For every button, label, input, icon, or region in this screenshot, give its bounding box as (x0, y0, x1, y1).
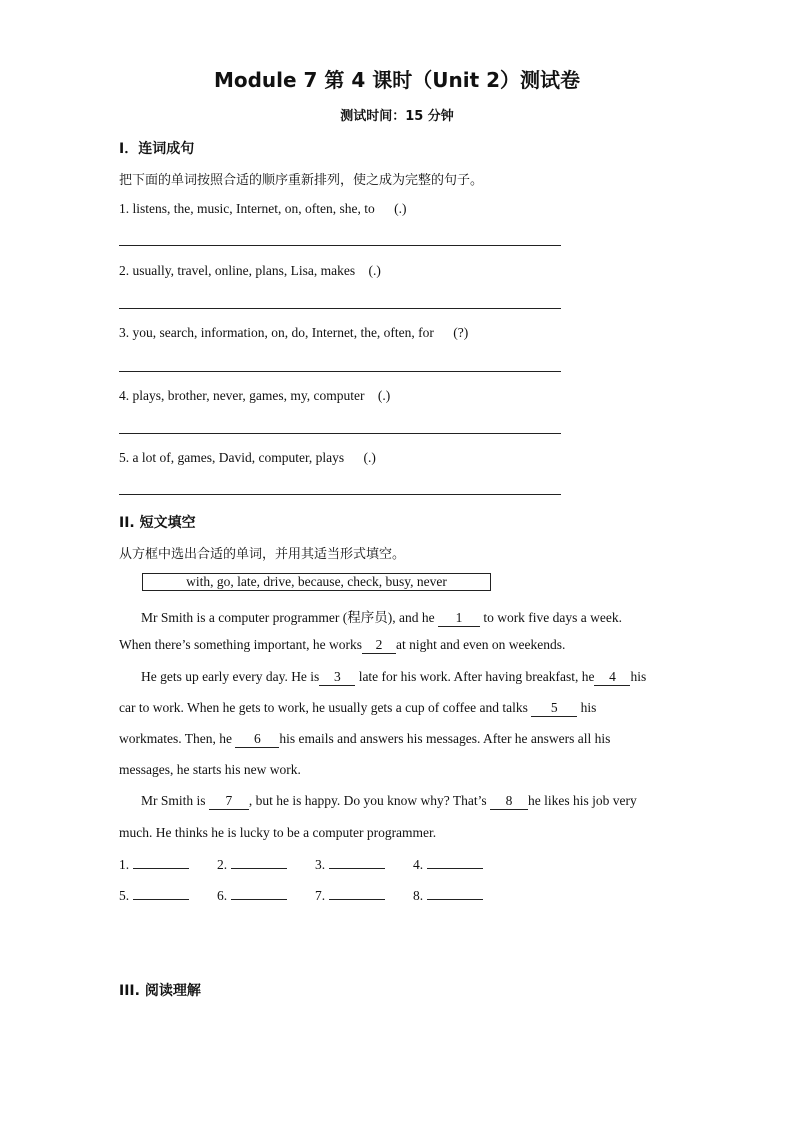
word-box: with, go, late, drive, because, check, busy, never (142, 573, 491, 591)
text-span: his emails and answers his messages. After he answers all his (279, 731, 611, 746)
answer-line-2[interactable] (119, 308, 561, 309)
paragraph-2-line-4: messages, he starts his new work. (119, 762, 301, 777)
text-span: Mr Smith is (141, 793, 209, 808)
answer-label: 7. (315, 888, 326, 903)
answer-slot-4[interactable] (413, 856, 483, 873)
answer-label: 3. (315, 857, 326, 872)
blank-8[interactable]: 8 (490, 793, 528, 810)
paragraph-1-line-1 (119, 606, 674, 627)
section-1-instruction: 把下面的单词按照合适的顺序重新排列，使之成为完整的句子。 (119, 173, 484, 188)
answer-line[interactable] (231, 887, 287, 900)
answer-line-4[interactable] (119, 433, 561, 434)
answer-slot-8[interactable] (413, 887, 483, 904)
blank-7[interactable]: 7 (209, 793, 249, 810)
answer-line-3[interactable] (119, 371, 561, 372)
question-4 (119, 388, 390, 404)
text-span: When there’s something important, he works (119, 637, 362, 652)
answer-slot-1[interactable] (119, 856, 189, 873)
answer-line[interactable] (133, 856, 189, 869)
blank-4[interactable]: 4 (594, 669, 630, 686)
answer-line-1[interactable] (119, 245, 561, 246)
paragraph-2-line-3 (119, 731, 610, 748)
question-2 (119, 263, 381, 279)
answer-label: 2. (217, 857, 228, 872)
section-1-heading: I．连词成句 (119, 141, 195, 157)
page-title: Module 7 第 4 课时（Unit 2）测试卷 (213, 68, 581, 92)
text-span: he likes his job very (528, 793, 637, 808)
blank-1[interactable]: 1 (438, 610, 480, 627)
question-2-punct: (.) (368, 263, 381, 278)
question-4-words: 4. plays, brother, never, games, my, computer (119, 388, 365, 403)
text-span: his (630, 669, 647, 684)
question-4-punct: (.) (377, 388, 391, 403)
question-3-punct: (?) (453, 325, 469, 340)
paragraph-2-line-1 (141, 669, 646, 686)
question-5 (119, 450, 376, 466)
answer-line[interactable] (329, 856, 385, 869)
answer-line[interactable] (133, 887, 189, 900)
question-5-punct: (.) (363, 450, 376, 465)
question-3 (119, 325, 468, 341)
text-span: at night and even on weekends. (395, 637, 566, 652)
answer-label: 6. (217, 888, 228, 903)
question-1-words: 1. listens, the, music, Internet, on, often, she, to (119, 201, 375, 216)
section-2-instruction: 从方框中选出合适的单词，并用其适当形式填空。 (119, 547, 406, 562)
blank-6[interactable]: 6 (235, 731, 279, 748)
paragraph-3-line-2: much. He thinks he is lucky to be a computer programmer. (119, 825, 437, 840)
paragraph-3-line-1 (141, 793, 637, 810)
text-span: to work five days a week. (479, 610, 623, 625)
answer-slot-6[interactable] (217, 887, 287, 904)
question-5-words: 5. a lot of, games, David, computer, plays (119, 450, 345, 465)
question-2-words: 2. usually, travel, online, plans, Lisa, makes (119, 263, 356, 278)
answer-line[interactable] (231, 856, 287, 869)
answer-label: 1. (119, 857, 130, 872)
text-span: workmates. Then, he (119, 731, 236, 746)
paragraph-1-line-2 (119, 637, 565, 654)
blank-5[interactable]: 5 (531, 700, 577, 717)
answer-slot-5[interactable] (119, 887, 189, 904)
answer-slot-2[interactable] (217, 856, 287, 873)
answer-slot-7[interactable] (315, 887, 385, 904)
section-2-heading: II. 短文填空 (119, 515, 196, 531)
question-1 (119, 201, 406, 217)
text-span: car to work. When he gets to work, he usually gets a cup of coffee and talks (119, 700, 532, 715)
paragraph-2-line-2 (119, 700, 596, 717)
question-1-punct: (.) (394, 201, 407, 216)
answer-slot-3[interactable] (315, 856, 385, 873)
text-span: He gets up early every day. He is (141, 669, 320, 684)
text-span: Mr Smith is a computer programmer (程序员), and he (141, 610, 438, 625)
answer-label: 4. (413, 857, 424, 872)
answer-line[interactable] (427, 887, 483, 900)
question-3-words: 3. you, search, information, on, do, Internet, the, often, for (119, 325, 434, 340)
answer-line-5[interactable] (119, 494, 561, 495)
blank-3[interactable]: 3 (319, 669, 355, 686)
text-span: late for his work. After having breakfast, he (355, 669, 595, 684)
section-3-heading: III. 阅读理解 (119, 983, 201, 999)
text-span: his (577, 700, 597, 715)
answer-label: 8. (413, 888, 424, 903)
blank-2[interactable]: 2 (362, 637, 396, 654)
answer-line[interactable] (427, 856, 483, 869)
text-span: , but he is happy. Do you know why? That’s (248, 793, 490, 808)
answer-label: 5. (119, 888, 130, 903)
answer-line[interactable] (329, 887, 385, 900)
test-time: 测试时间：15 分钟 (340, 109, 454, 124)
